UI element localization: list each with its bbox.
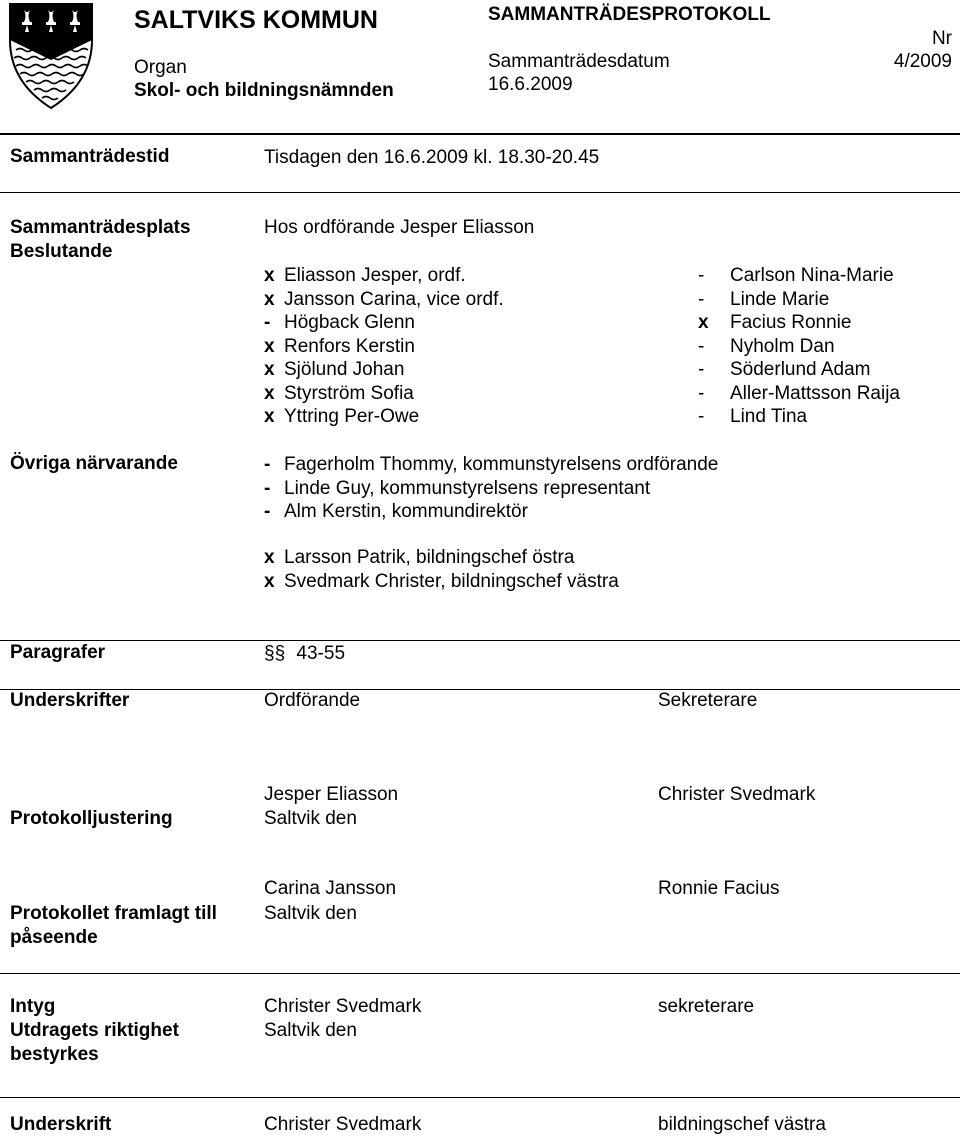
member-name: Eliasson Jesper, ordf. — [284, 265, 466, 286]
attendance-mark: - — [698, 265, 705, 286]
meeting-place-value: Hos ordförande Jesper Eliasson — [264, 217, 535, 238]
list-item — [264, 264, 504, 288]
others-present-list — [264, 453, 718, 524]
member-name: Högback Glenn — [284, 312, 415, 333]
decision-makers-label: Beslutande — [10, 241, 113, 262]
coat-of-arms-logo — [8, 2, 94, 110]
signature-label: Underskrift — [10, 1114, 112, 1135]
person-name: Fagerholm Thommy, kommunstyrelsens ordförande — [284, 454, 719, 475]
person-name: Larsson Patrik, bildningschef östra — [284, 547, 575, 568]
attendance-mark: x — [264, 359, 275, 380]
member-name: Linde Marie — [730, 288, 830, 310]
certificate-role: sekreterare — [658, 996, 755, 1017]
meeting-time-label: Sammanträdestid — [10, 146, 170, 167]
certification-label-line-2: bestyrkes — [10, 1044, 99, 1065]
list-item — [264, 358, 504, 382]
display-label-line-1: Protokollet framlagt till — [10, 903, 217, 924]
list-item — [698, 288, 900, 312]
paragraphs-value — [264, 643, 345, 665]
list-item — [264, 288, 504, 312]
adjustment-place: Saltvik den — [264, 808, 357, 829]
others-present-list-2 — [264, 546, 619, 593]
attendance-mark: - — [264, 477, 271, 499]
others-present-label: Övriga närvarande — [10, 453, 178, 474]
attendance-mark: - — [698, 382, 705, 404]
document-title: SAMMANTRÄDESPROTOKOLL — [488, 4, 771, 25]
list-item — [264, 570, 619, 594]
secretary-name: Christer Svedmark — [658, 784, 816, 805]
member-name: Facius Ronnie — [730, 312, 852, 333]
display-label-line-2: påseende — [10, 927, 98, 948]
organ-value: Skol- och bildningsnämnden — [134, 80, 394, 101]
certificate-name: Christer Svedmark — [264, 996, 422, 1017]
divider — [0, 133, 960, 135]
list-item — [698, 264, 900, 288]
attendance-mark: x — [264, 382, 275, 404]
person-name: Svedmark Christer, bildningschef västra — [284, 570, 619, 592]
municipality-name: SALTVIKS KOMMUN — [134, 6, 378, 34]
member-name: Lind Tina — [730, 406, 808, 427]
certification-label-line-1: Utdragets riktighet — [10, 1020, 179, 1041]
list-item — [698, 382, 900, 406]
secretary-role: Sekreterare — [658, 690, 758, 711]
section-symbol: §§ — [264, 643, 286, 664]
members-right-list — [698, 264, 900, 429]
member-name: Renfors Kerstin — [284, 335, 415, 357]
member-name: Yttring Per-Owe — [284, 406, 420, 427]
certificate-label: Intyg — [10, 996, 56, 1017]
adjustment-label: Protokolljustering — [10, 808, 173, 829]
meeting-date-label: Sammanträdesdatum — [488, 51, 670, 72]
member-name: Carlson Nina-Marie — [730, 265, 894, 286]
list-item — [264, 311, 504, 335]
member-name: Söderlund Adam — [730, 359, 871, 380]
attendance-mark: x — [264, 265, 275, 286]
divider — [0, 640, 960, 641]
attendance-mark: x — [264, 570, 275, 592]
divider — [0, 689, 960, 690]
attendance-mark: - — [698, 335, 705, 357]
number-label: Nr — [931, 28, 952, 49]
attendance-mark: - — [264, 312, 271, 333]
divider — [0, 1097, 960, 1098]
list-item — [264, 382, 504, 406]
adjuster-name-2: Ronnie Facius — [658, 878, 780, 899]
attendance-mark: - — [698, 288, 705, 310]
list-item — [264, 546, 619, 570]
attendance-mark: - — [264, 454, 271, 475]
list-item — [264, 453, 718, 477]
divider — [0, 973, 960, 974]
certification-label — [10, 1020, 179, 1066]
list-item — [698, 311, 900, 335]
list-item — [698, 405, 900, 429]
adjuster-name-1: Carina Jansson — [264, 878, 397, 899]
attendance-mark: - — [264, 501, 271, 522]
signature-name: Christer Svedmark — [264, 1114, 422, 1135]
member-name: Aller-Mattsson Raija — [730, 382, 900, 404]
member-name: Sjölund Johan — [284, 359, 405, 380]
attendance-mark: x — [264, 288, 275, 310]
divider — [0, 192, 960, 193]
display-place: Saltvik den — [264, 903, 357, 924]
person-name: Alm Kerstin, kommundirektör — [284, 501, 528, 522]
number-value: 4/2009 — [893, 51, 952, 72]
signatures-label: Underskrifter — [10, 690, 130, 711]
signature-role: bildningschef västra — [658, 1114, 826, 1135]
member-name: Styrström Sofia — [284, 382, 414, 404]
members-left-list — [264, 264, 504, 429]
paragraph-range: 43-55 — [296, 643, 346, 664]
member-name: Nyholm Dan — [730, 335, 835, 357]
certificate-place: Saltvik den — [264, 1020, 357, 1041]
list-item — [264, 405, 504, 429]
person-name: Linde Guy, kommunstyrelsens representant — [284, 477, 651, 499]
attendance-mark: x — [264, 406, 275, 427]
attendance-mark: - — [698, 359, 705, 380]
list-item — [698, 358, 900, 382]
list-item — [698, 335, 900, 359]
paragraphs-label: Paragrafer — [10, 642, 106, 663]
attendance-mark: x — [698, 312, 709, 333]
meeting-time-value: Tisdagen den 16.6.2009 kl. 18.30-20.45 — [264, 147, 600, 168]
display-label — [10, 903, 217, 949]
list-item — [264, 335, 504, 359]
list-item — [264, 477, 718, 501]
chairman-role: Ordförande — [264, 690, 361, 711]
meeting-place-label: Sammanträdesplats — [10, 217, 191, 238]
meeting-date-value: 16.6.2009 — [488, 74, 573, 95]
attendance-mark: - — [698, 406, 705, 427]
member-name: Jansson Carina, vice ordf. — [284, 288, 504, 310]
organ-label: Organ — [134, 57, 187, 78]
attendance-mark: x — [264, 335, 275, 357]
chairman-name: Jesper Eliasson — [264, 784, 399, 805]
list-item — [264, 500, 718, 524]
attendance-mark: x — [264, 547, 275, 568]
